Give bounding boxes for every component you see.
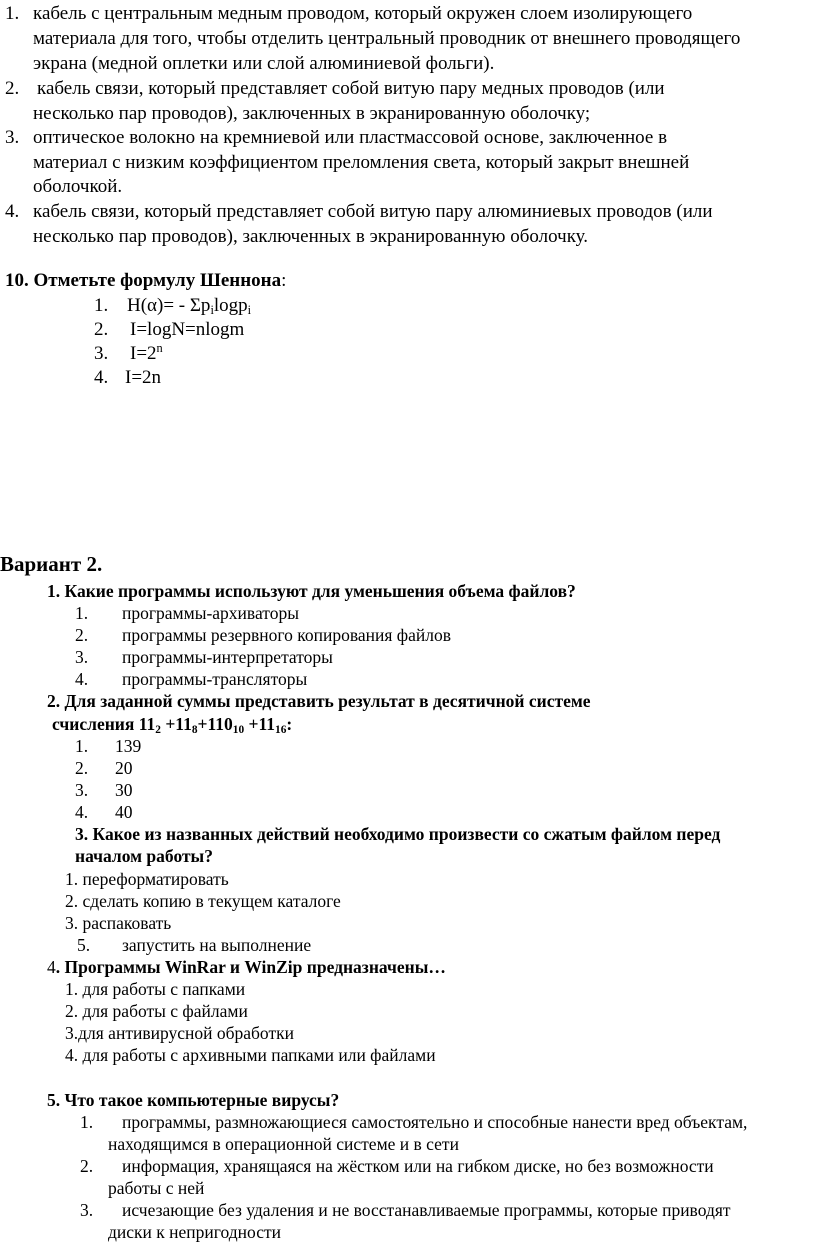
question-title: 1. Какие программы используют для уменьшения объема файлов? <box>47 581 576 601</box>
option-number: 1. <box>75 603 89 623</box>
list-number: 4. <box>5 201 20 222</box>
list-item-text: оптическое волокно на кремниевой или пластмассовой основе, заключенное в <box>33 127 668 148</box>
option-text: 3. распаковать <box>65 913 172 933</box>
option-text: 20 <box>115 758 133 778</box>
option-number: 2. <box>75 758 89 778</box>
option-text: программы резервного копирования файлов <box>122 625 452 645</box>
option-number: 1. <box>80 1112 94 1132</box>
option-text: 30 <box>115 780 133 800</box>
option-number: 2. <box>80 1156 94 1176</box>
option-text: 40 <box>115 802 133 822</box>
question-title: 5. Что такое компьютерные вирусы? <box>47 1090 340 1110</box>
option-text: 1. переформатировать <box>65 869 229 889</box>
list-item-text: кабель с центральным медным проводом, который окружен слоем изолирующего <box>33 3 693 24</box>
option-formula: I=logN=nlogm <box>130 319 245 340</box>
option-text: запустить на выполнение <box>122 935 312 955</box>
option-number: 3. <box>75 780 89 800</box>
option-number: 3. <box>75 647 89 667</box>
option-text: программы-трансляторы <box>122 669 308 689</box>
option-number: 3. <box>80 1200 94 1220</box>
list-item-text: экрана (медной оплетки или слой алюминиевой фольги). <box>33 53 495 74</box>
option-number: 3. <box>94 343 109 364</box>
question-title: 4. Программы WinRar и WinZip предназначены… <box>47 957 446 977</box>
option-number: 2. <box>75 625 89 645</box>
option-formula: I=2n <box>125 367 162 388</box>
option-text: программы-интерпретаторы <box>122 647 333 667</box>
list-item-text: кабель связи, который представляет собой витую пару алюминиевых проводов (или <box>33 201 713 222</box>
option-number: 4. <box>75 802 89 822</box>
question-title-line2: счисления $11_2 +11_8+110_{10} +11_{16}$: <box>52 714 293 736</box>
option-text: 2. сделать копию в текущем каталоге <box>65 891 341 911</box>
question-colon: : <box>281 270 287 291</box>
option-text: диски к непригодности <box>108 1222 281 1242</box>
option-text: находящимся в операционной системе и в сети <box>108 1134 459 1154</box>
option-text: работы с ней <box>108 1178 205 1198</box>
option-number: 2. <box>94 319 109 340</box>
option-text: информация, хранящаяся на жёстком или на гибком диске, но без возможности <box>122 1156 714 1176</box>
list-number: 3. <box>5 127 20 148</box>
list-number: 2. <box>5 78 20 99</box>
option-text: 1. для работы с папками <box>65 979 246 999</box>
option-text: программы, размножающиеся самостоятельно и способные нанести вред объектам, <box>122 1112 748 1132</box>
list-item-text: оболочкой. <box>33 176 123 197</box>
list-item-text: несколько пар проводов), заключенных в экранированную оболочку. <box>33 226 589 247</box>
option-formula: $I=2^n$ <box>130 341 163 364</box>
question-title-bold: 10. Отметьте формулу Шеннона <box>5 270 282 291</box>
variant-title: Вариант 2. <box>0 552 103 576</box>
option-text: 2. для работы с файлами <box>65 1001 248 1021</box>
option-number: 4. <box>75 669 89 689</box>
question-title: 3. Какое из названных действий необходимо произвести со сжатым файлом перед <box>75 824 721 844</box>
question-title <box>5 271 286 290</box>
option-text: 4. для работы с архивными папками или файлами <box>65 1045 436 1065</box>
list-item-text: несколько пар проводов), заключенных в экранированную оболочку; <box>33 103 591 124</box>
option-number: 5. <box>77 935 91 955</box>
list-item-text: кабель связи, который представляет собой витую пару медных проводов (или <box>37 78 665 99</box>
list-item-text: материала для того, чтобы отделить центральный проводник от внешнего проводящего <box>33 28 741 49</box>
option-number: 1. <box>94 295 109 316</box>
option-formula-shannon: $H(\alpha)= - \Sigma p_i\log p_i$ <box>127 295 252 318</box>
list-item-text: материал с низким коэффициентом преломления света, который закрыт внешней <box>33 152 690 173</box>
option-number: 4. <box>94 367 109 388</box>
option-text: программы-архиваторы <box>122 603 299 623</box>
option-text: 3.для антивирусной обработки <box>65 1023 294 1043</box>
question-title: 2. Для заданной суммы представить результат в десятичной системе <box>47 691 591 711</box>
question-title-line2: началом работы? <box>75 846 213 866</box>
list-number: 1. <box>5 3 20 24</box>
option-text: исчезающие без удаления и не восстанавливаемые программы, которые приводят <box>122 1200 731 1220</box>
option-text: 139 <box>115 736 142 756</box>
option-number: 1. <box>75 736 89 756</box>
